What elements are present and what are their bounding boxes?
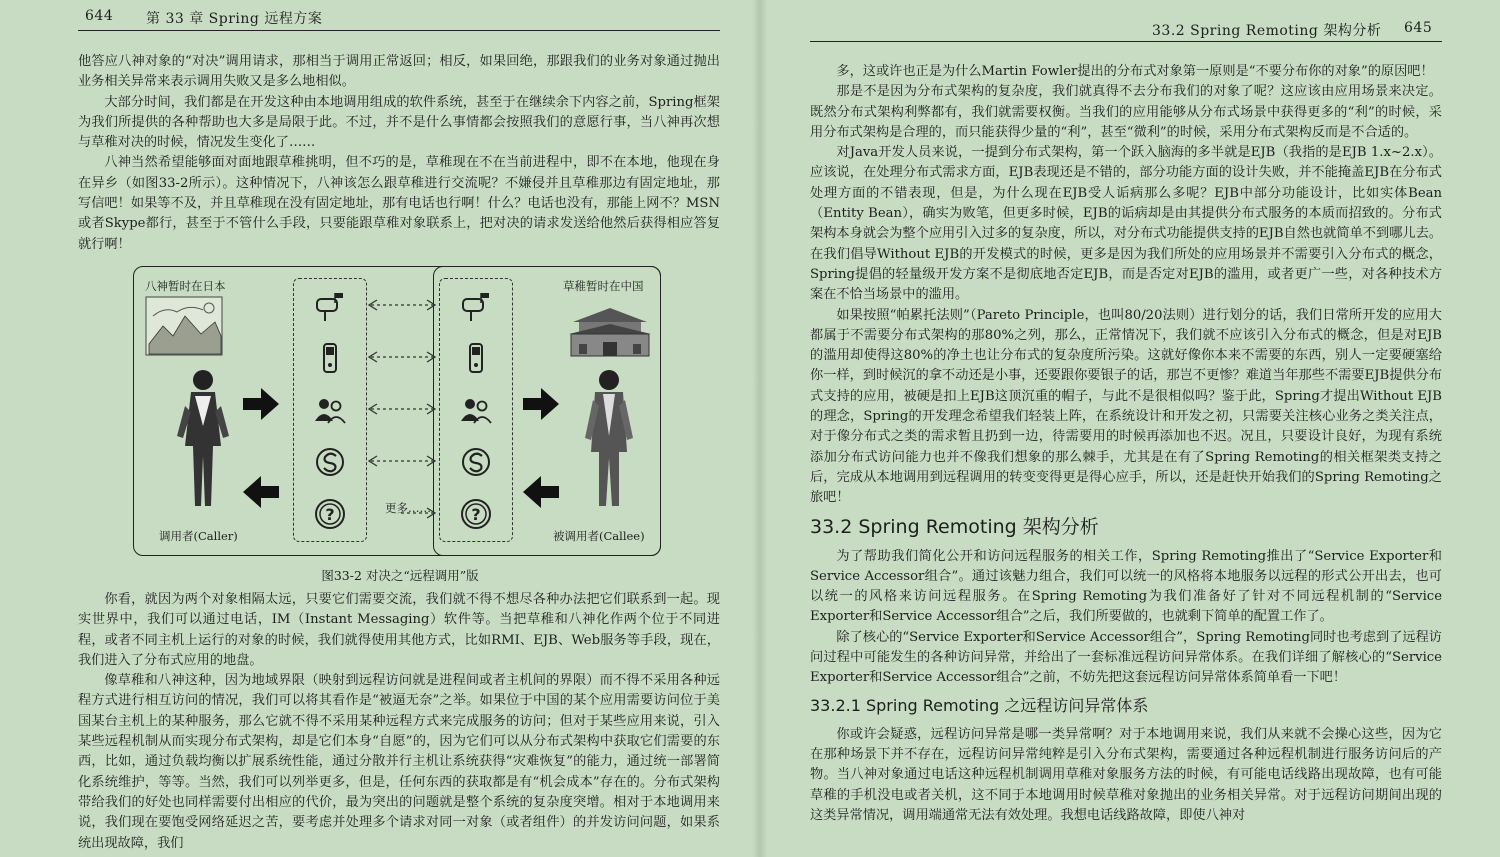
section-title-33-2-1: 33.2.1 Spring Remoting 之远程访问异常体系 [810, 695, 1149, 715]
section-title-33-2: 33.2 Spring Remoting 架构分析 [810, 515, 1099, 538]
figure-33-2 [133, 266, 663, 558]
left-bottom-text [78, 590, 720, 854]
caller-channel-column [293, 278, 367, 542]
paragraph: 多，这或许也正是为什么Martin Fowler提出的分布式对象第一原则是“不要分布你的对象”的原因吧！ [836, 64, 1434, 79]
label-japan: 八神暂时在日本 [145, 279, 226, 293]
label-china: 草稚暂时在中国 [563, 279, 644, 293]
paragraph: 大部分时间，我们都是在开发这种由本地调用组成的软件系统，甚至于在继续余下内容之前，Spring框架为我们所提供的各种帮助也大多是局限于此。不过，并不是什么事情都会按照我们的意愿行事，当八神再次想与草稚对决的时候，情况发生变化了…… [78, 94, 720, 151]
paragraph: 除了核心的“Service Exporter和Service Accessor组合”，Spring Remoting同时也考虑到了远程访问过程中可能发生的各种访问异常，并给出了一套标准远程访问异常体系。在我们详细了解核心的“Service Exporter和Service Accessor组合”之前，不妨先把这套远程访问异常体系简单看一下吧！ [810, 629, 1442, 686]
phone-icon [310, 339, 350, 377]
help-icon [310, 495, 350, 533]
left-top-text [78, 52, 720, 255]
paragraph: 你看，就因为两个对象相隔太远，只要它们需要交流，我们就不得不想尽各种办法把它们联系到一起。现实世界中，我们可以通过电话，IM（Instant Messaging）软件等。当把草稚和八神化作两个位于不同进程，或者不同主机上运行的对象的时候，我们就得使用其他方式，比如RMI、EJB、Web服务等手段，现在，我们进入了分布式应用的地盘。 [78, 592, 720, 668]
paragraph: 如果按照“帕累托法则”（Pareto Principle，也叫80/20法则）进行划分的话，我们日常所开发的应用大都属于不需要分布式架构的那80%之列，那么，正常情况下，我们就不应该引入分布式的概念，但是对EJB的滥用却使得这80%的净土也让分布式的复杂度所污染。这就好像你本来不需要的东西，别人一定要硬塞给你一样，到时候沉的拿不动还是小事，还要跟你要银子的话，那岂不更惨？难道当年那些不需要EJB提供分布式支持的应用，被硬是扣上EJB这顶沉重的帽子，与此不是很相似吗？鉴于此，Spring才提出Without EJB的理念，Spring的开发理念希望我们轻装上阵，在系统设计和开发之初，只需要关注核心业务之类关注点，对于像分布式之类的需求暂且扔到一边，待需要用的时候再添加也不迟。况且，只要设计良好，为现有系统添加分布式访问能力也并不像我们想象的那么棘手，尤其是在有了Spring Remoting的相关框架类支持之后，完成从本地调用到远程调用的转变变得更是得心应手，所以，还是赶快开始我们的Spring Remoting之旅吧！ [810, 307, 1442, 506]
paragraph: 他答应八神对象的“对决”调用请求，那相当于调用正常返回；相反，如果回绝，那跟我们的业务对象通过抛出业务相关异常来表示调用失败又是多么地相似。 [78, 54, 720, 90]
more-label: 更多…… [385, 501, 431, 515]
paragraph: 对Java开发人员来说，一提到分布式架构，第一个跃入脑海的多半就是EJB（我指的是EJB 1.x~2.x）。应该说，在处理分布式需求方面，EJB表现还是不错的，部分功能方面的设计失败，并不能掩盖EJB在分布式处理方面的不错表现，但是，为什么现在EJB受人诟病那么多呢？EJB中部分功能设计，比如实体Bean（Entity Bean），确实为败笔，但更多时候，EJB的诟病却是由其提供分布式服务的本质而招致的。分布式架构本身就会为整个应用引入过多的复杂度，所以，对分布式功能提供支持的EJB自然也就简单不到哪儿去。在我们倡导Without EJB的开发模式的时候，更多是因为我们所处的应用场景并不需要引入分布式的概念，Spring提倡的轻量级开发方案不是彻底地否定EJB，而是否定对EJB的滥用，或者更广一些，对各种技术方案在不恰当场景中的滥用。 [810, 145, 1442, 303]
chapter-header: 第 33 章 Spring 远程方案 [146, 11, 323, 27]
phone-icon [456, 339, 496, 377]
caller-figure [173, 366, 233, 516]
header-rule-left [78, 30, 720, 31]
messenger-icon [456, 391, 496, 429]
arrow-right-icon [241, 384, 281, 424]
arrow-left-icon [241, 472, 281, 512]
mailbox-icon [310, 287, 350, 325]
svg-text:?: ? [471, 505, 481, 524]
section-header: 33.2 Spring Remoting 架构分析 [1152, 23, 1382, 39]
svg-text:?: ? [325, 505, 335, 524]
arrow-right-icon [521, 384, 561, 424]
skype-icon [456, 443, 496, 481]
gate-building-picture [565, 300, 655, 360]
paragraph: 那是不是因为分布式架构的复杂度，我们就真得不去分布我们的对象了呢？这应该由应用场景来决定。既然分布式架构利弊都有，我们就需要权衡。当我们的应用能够从分布式场景中获得更多的“利”的时候，采用分布式架构是合理的，而只能获得少量的“利”，甚至“微利”的时候，采用分布式架构反而是不合适的。 [810, 84, 1442, 140]
callee-channel-column [439, 278, 513, 542]
page-number-right: 645 [1404, 20, 1433, 36]
right-page [760, 0, 1500, 857]
messenger-icon [310, 391, 350, 429]
arrow-left-icon [521, 472, 561, 512]
mailbox-icon [456, 287, 496, 325]
paragraph: 八神当然希望能够面对面地跟草稚挑明，但不巧的是，草稚现在不在当前进程中，即不在本地，他现在身在异乡（如图33-2所示）。这种情况下，八神该怎么跟草稚进行交流呢？不嫌侵并且草稚那边有固定地址，那写信吧！如果等不及，并且草稚现在没有固定地址，那有电话也行啊！什么？电话也没有，那能上网不？MSN或者Skype都行，甚至于不管什么手段，只要能跟草稚对象联系上，把对决的请求发送给他然后获得相应答复就行啊！ [78, 155, 720, 252]
help-icon [456, 495, 496, 533]
figure-caption: 图33-2 对决之“远程调用”版 [321, 568, 479, 583]
callee-figure [579, 366, 639, 516]
page-number-left: 644 [85, 8, 114, 24]
skype-icon [310, 443, 350, 481]
right-text [810, 62, 1442, 826]
landscape-picture [145, 296, 223, 356]
paragraph: 你或许会疑惑，远程访问异常是哪一类异常啊？对于本地调用来说，我们从来就不会操心这些，因为它在那种场景下并不存在，远程访问异常纯粹是引入分布式架构，需要通过各种远程机制进行服务访问后的产物。当八神对象通过电话这种远程机制调用草稚对象服务方法的时候，有可能电话线路出现故障，也有可能草稚的手机没电或者关机，这不同于本地调用时候草稚对象抛出的业务相关异常。对于远程访问期间出现的这类异常情况，调用端通常无法有效处理。我想电话线路故障，即使八神对 [810, 726, 1442, 823]
paragraph: 为了帮助我们简化公开和访问远程服务的相关工作，Spring Remoting推出了“Service Exporter和Service Accessor组合”。通过该魅力组合，我们可以统一的风格将本地服务以远程的形式公开出去，也可以统一的风格来访问远程服务。在Spring Remoting为我们准备好了针对不同远程机制的“Service Exporter和Service Accessor组合”之后，我们所要做的，也就剩下简单的配置工作了。 [810, 548, 1442, 625]
callee-label: 被调用者(Callee) [553, 529, 645, 543]
paragraph: 像草稚和八神这种，因为地域界限（映射到远程访问就是进程间或者主机间的界限）而不得不采用各种远程方式进行相互访问的情况，我们可以将其看作是“被逼无奈”之举。如果位于中国的某个应用需要访问位于美国某台主机上的某种服务，那么它就不得不采用某种远程方式来完成服务的访问；但对于某些应用来说，引入某些远程机制从而实现分布式架构，却是它们本身“自愿”的，因为它们可以从分布式架构中获取它们需要的东西，比如，通过负载均衡以扩展系统性能，通过分散并行主机让系统获得“灾难恢复”的能力，通过统一部署简化系统维护，等等。当然，我们可以列举更多，但是，任何东西的获取都是有“机会成本”存在的。分布式架构带给我们的好处也同样需要付出相应的代价，最为突出的问题就是整个系统的复杂度突增。相对于本地调用来说，我们现在要饱受网络延迟之苦，要考虑并处理多个请求对同一对象（或者组件）的并发访问问题，如果系统出现故障，我们 [78, 673, 720, 851]
caller-label: 调用者(Caller) [159, 529, 238, 543]
header-rule-right [810, 41, 1442, 42]
